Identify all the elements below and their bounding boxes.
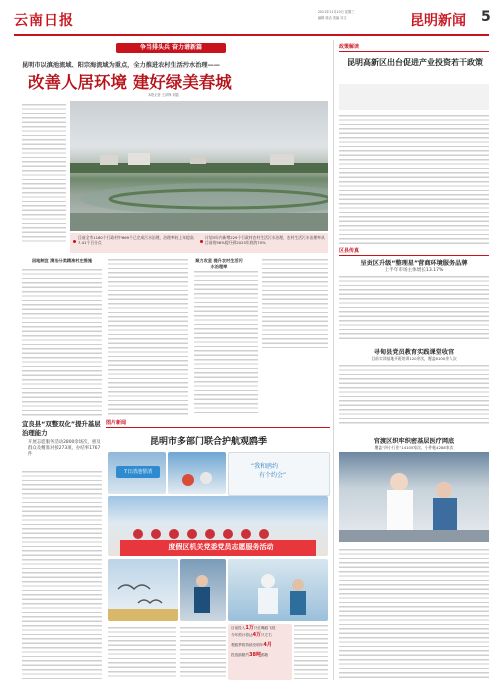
col4-body — [262, 258, 328, 348]
photo-body-1 — [108, 626, 176, 680]
photo-headline: 昆明市多部门联合护航观鸥季 — [150, 437, 268, 447]
stat-line-4: 观鸥季将持续至明年 — [231, 643, 264, 647]
stat-mid: 只红嘴鸥飞抵 — [253, 626, 276, 630]
editor-line: 编辑 骆洁 美编 亦文 — [318, 16, 347, 20]
brief-body — [22, 470, 102, 680]
policy-body — [339, 114, 489, 244]
county-headline-3: 官渡区织牢织密基层医疗网底 — [373, 438, 455, 445]
paper-name: 云南日报 — [14, 13, 74, 29]
lead-intro-text — [22, 103, 66, 243]
brief-headline: 宜良县“双整双化”提升基层治理能力 — [22, 420, 101, 437]
county-sub-1: 上半年市场主体增长13.17% — [384, 268, 444, 273]
col2-head: 聚力攻坚 提升农村生活污水治理率 — [195, 258, 243, 269]
policy-headline: 昆明高新区出台促进产业投资若干政策 — [347, 58, 483, 67]
tile-sign — [108, 452, 166, 494]
stat-line-6: 鸥粮 — [260, 653, 269, 657]
village-scene-image — [70, 101, 328, 231]
county-label-box — [339, 247, 489, 256]
stat-num-3: 4月 — [263, 642, 272, 648]
sign-text: 7日清池帮清 — [116, 466, 160, 478]
stat-dot-2 — [200, 240, 203, 243]
policy-label: 政策解读 — [339, 44, 360, 50]
col1-body — [22, 268, 102, 416]
bubble-line-2: 有个约会” — [259, 472, 287, 479]
banner-text: 度假区机关党委党员志愿服务活动 — [168, 543, 274, 551]
stat-line-2: 今年预计将达 — [231, 633, 253, 637]
photo-body-3 — [294, 624, 328, 680]
county-sub-2: 目前实训基地开班培训120余次，覆盖6100余人次 — [371, 356, 457, 361]
county-body-2 — [339, 364, 489, 424]
policy-summary-box — [339, 84, 489, 110]
lead-byline: 本报记者 王泽锋 刘霞 — [148, 93, 179, 97]
masthead — [0, 0, 500, 38]
photo-body-2 — [180, 626, 226, 680]
medical-scene-image — [339, 452, 489, 542]
stat-num-1: 1万 — [245, 625, 254, 631]
lead-photo — [70, 101, 328, 231]
stat-2: 计划3年内新增229个行政村农村生活污水治理，农村生活污水治理率从目前的56%提升到2025年底的70% — [205, 235, 325, 245]
stat-num-4: 38吨 — [248, 652, 261, 658]
county-headline-2: 寻甸县党员教育实践课堂收官 — [373, 349, 455, 356]
lead-kicker-text: 争当排头兵 奋力谱新篇 — [139, 44, 203, 51]
tile-volunteer — [168, 452, 226, 494]
col3-body — [194, 270, 258, 416]
col1-head: 因地制宜 清治分类精准村庄措施 — [31, 258, 93, 263]
lead-kicker — [116, 43, 226, 53]
brief-sub: 开展志愿服务活动2800余场次，惠及群众及精准对接273项，办结事1767件 — [28, 440, 101, 457]
lead-headline: 改善人居环境 建好绿美春城 — [28, 73, 232, 92]
bubble-line-1: “我和鸥约 — [251, 463, 279, 470]
county-label: 区县传真 — [339, 248, 360, 254]
photo-label-box — [106, 419, 330, 428]
stat-pre: 目前投入 — [231, 626, 246, 630]
page-number: 5 — [481, 9, 491, 25]
county-sub-3: 覆盖“四小行业”14105家次，小件帐4288家次 — [374, 445, 454, 450]
policy-label-box — [339, 43, 489, 52]
stat-1: 目前全市1180个行政村中669个已完成污水治理，治理率较上年提高7.41个百分点 — [78, 235, 194, 245]
section-title: 昆明新闻 — [410, 13, 466, 29]
county-photo — [339, 452, 489, 542]
stat-num-2: 4万 — [252, 632, 262, 638]
lead-subtitle: 昆明市以滇池流域、阳宗海流域为重点，全力推进农村生活污水治理—— — [22, 62, 220, 69]
banner-photo — [108, 496, 328, 556]
stat-line-3: 只左右 — [261, 633, 272, 637]
county-headline-1: 呈贡区升级“整理星”营商环境服务品牌 — [360, 260, 468, 267]
stat-dot-1 — [73, 240, 76, 243]
county-body-3 — [339, 548, 489, 678]
photo-inspection — [180, 559, 226, 621]
col2-body — [108, 258, 188, 416]
photo-vet — [228, 559, 328, 621]
date-line: 2021年11月10日 星期三 — [318, 10, 355, 14]
masthead-rule — [14, 34, 489, 36]
gull-stats-box — [228, 624, 292, 680]
photo-label: 图片新闻 — [106, 420, 127, 426]
tile-bubble — [228, 452, 330, 496]
stat-line-5: 投放鸥粮约 — [231, 653, 249, 657]
photo-birds — [108, 559, 178, 621]
column-divider — [333, 40, 334, 680]
county-body-1 — [339, 275, 489, 341]
